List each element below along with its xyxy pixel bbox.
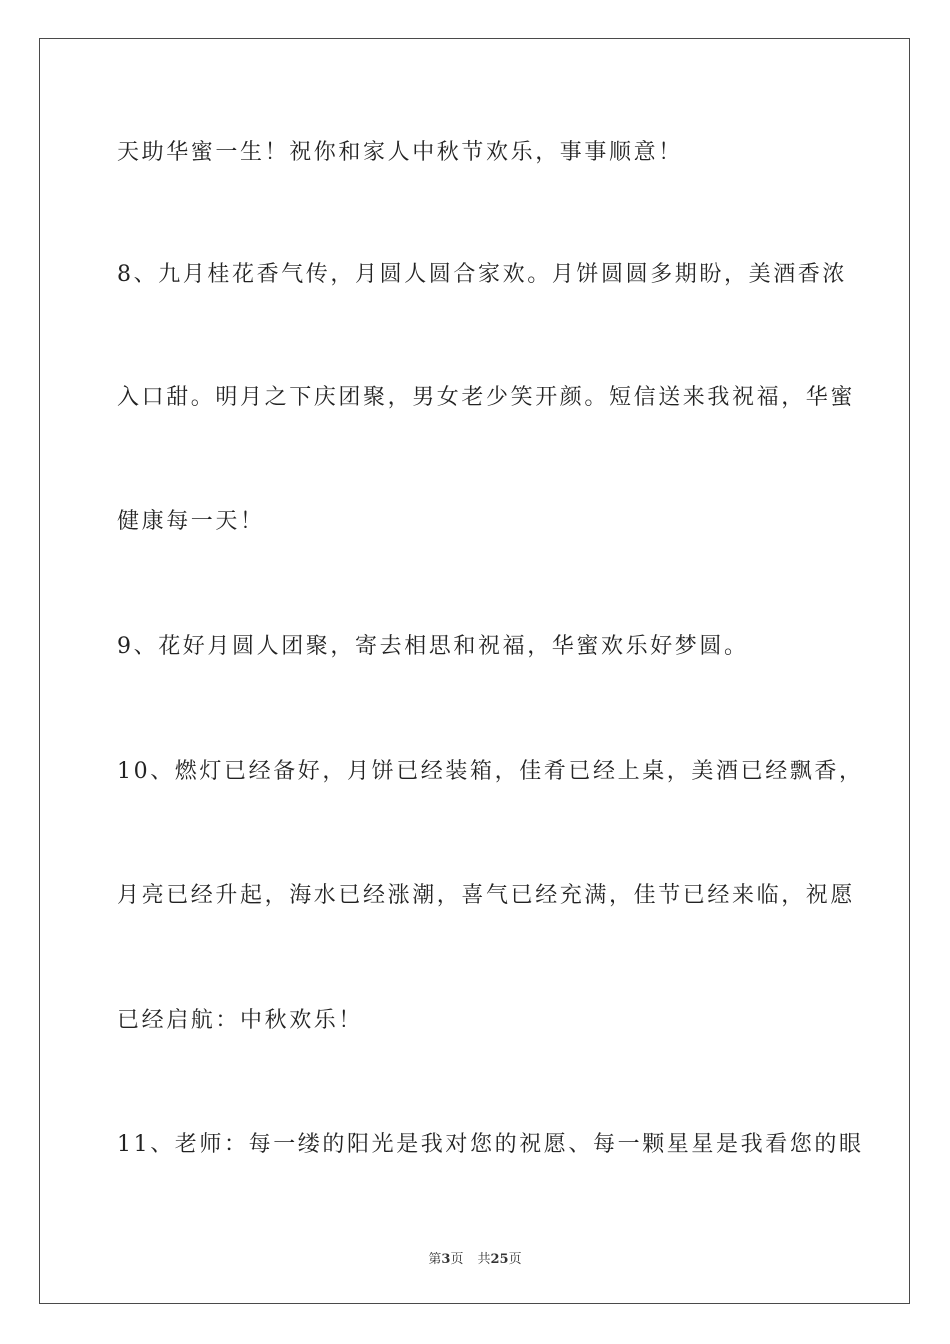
text-line-5: 9、花好月圆人团聚，寄去相思和祝福，华蜜欢乐好梦圆。	[117, 634, 749, 659]
text-line-1: 天助华蜜一生！祝你和家人中秋节欢乐，事事顺意！	[117, 140, 683, 165]
text-line-2: 8、九月桂花香气传，月圆人圆合家欢。月饼圆圆多期盼，美酒香浓	[117, 262, 847, 287]
text-line-4: 健康每一天！	[117, 509, 265, 534]
page-frame	[39, 38, 910, 1304]
text-line-9: 11、老师：每一缕的阳光是我对您的祝愿、每一颗星星是我看您的眼	[117, 1132, 864, 1157]
total-suffix: 页	[508, 1252, 522, 1267]
page-footer	[0, 1248, 950, 1267]
page-number: 3	[441, 1252, 451, 1267]
text-line-6: 10、燃灯已经备好，月饼已经装箱，佳肴已经上桌，美酒已经飘香，	[117, 759, 864, 784]
page-suffix: 页	[450, 1252, 464, 1267]
text-line-3: 入口甜。明月之下庆团聚，男女老少笑开颜。短信送来我祝福，华蜜	[117, 385, 856, 410]
total-pages: 25	[490, 1252, 509, 1267]
page-prefix: 第	[428, 1252, 442, 1267]
text-line-7: 月亮已经升起，海水已经涨潮，喜气已经充满，佳节已经来临，祝愿	[117, 883, 856, 908]
text-line-8: 已经启航：中秋欢乐！	[117, 1008, 364, 1033]
total-prefix: 共	[477, 1252, 491, 1267]
